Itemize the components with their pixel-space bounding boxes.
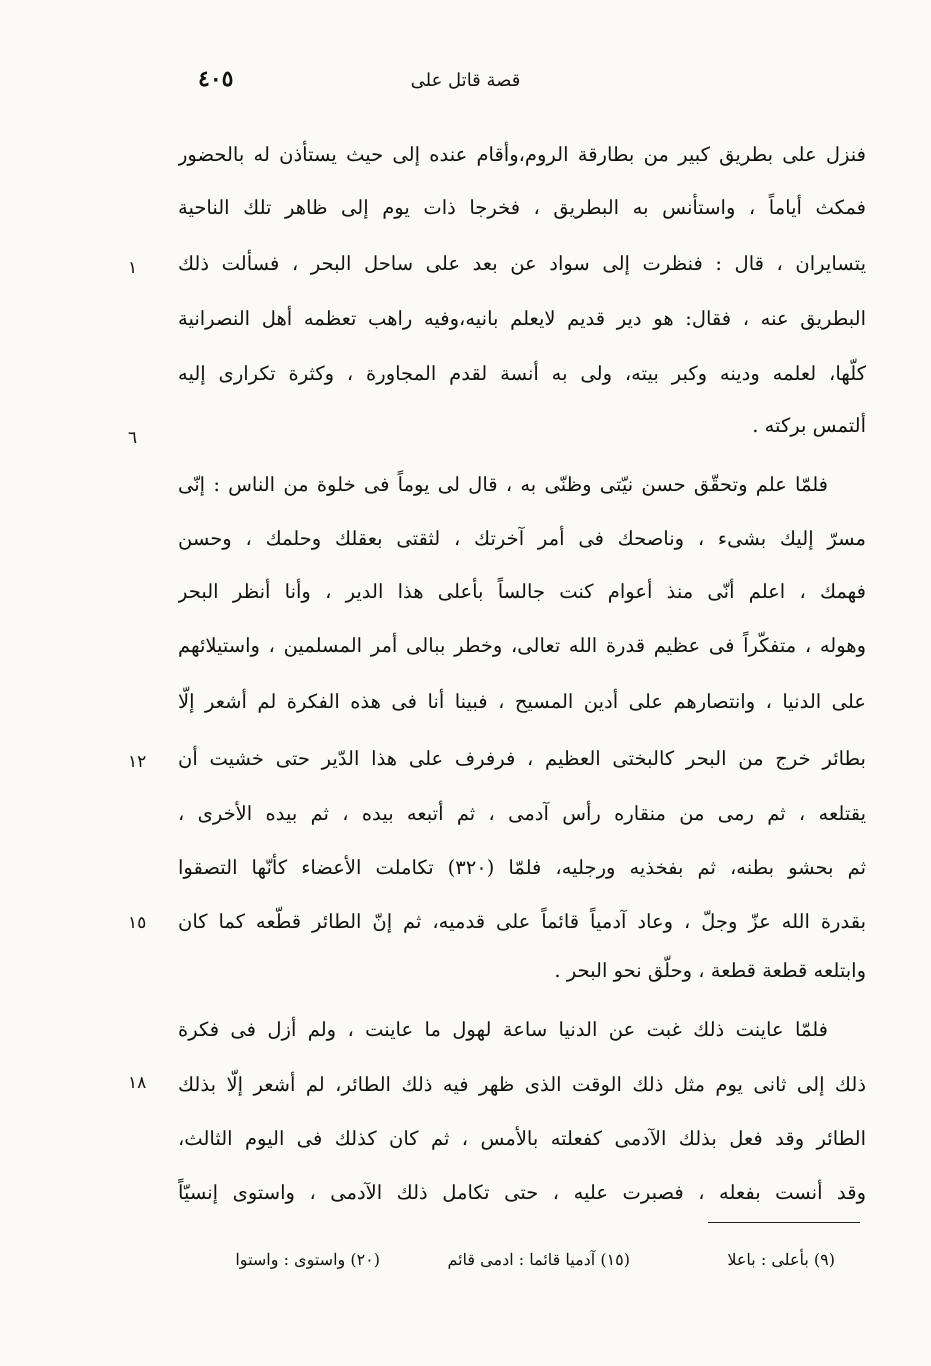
text-line: فلمّا علم وتحقّق حسن نيّتى وظنّى به ، قال لى يوماً فى خلوة من الناس : إنّى — [178, 473, 828, 496]
text-line: بقدرة الله عزّ وجلّ ، وعاد آدمياً قائماً على قدميه، ثم إنّ الطائر قطّعه كما كان — [178, 910, 866, 933]
text-line: ألتمس بركته . — [752, 414, 866, 437]
page-number: ٤٠٥ — [198, 66, 234, 92]
text-line: البطريق عنه ، فقال: هو دير قديم لايعلم بانيه،وفيه راهب تعظمه أهل النصرانية — [178, 307, 866, 330]
footnote-divider — [708, 1222, 860, 1223]
text-line: ثم بحشو بطنه، ثم بفخذيه ورجليه، فلمّا (٣٢٠) تكاملت الأعضاء كأنّها التصقوا — [178, 856, 866, 879]
text-line: مسرّ إليك بشىء ، وناصحك فى أمر آخرتك ، لثقتى بعقلك وحلمك ، وحسن — [178, 527, 866, 550]
running-header-title: قصة قاتل على — [410, 70, 521, 91]
text-line: بطائر خرج من البحر كالبختى العظيم ، فرفرف على هذا الدّير حتى خشيت أن — [178, 747, 866, 770]
text-line: كلّها، لعلمه ودينه وكبر بيته، ولى به أنسة لقدم المجاورة ، وكثرة تكرارى إليه — [178, 362, 866, 385]
text-line: فمكث أياماً ، واستأنس به البطريق ، فخرجا ذات يوم إلى ظاهر تلك الناحية — [178, 196, 866, 219]
line-number: ١٥ — [128, 913, 147, 933]
text-line: على الدنيا ، وانتصارهم على أدين المسيح ، فبينا أنا فى هذه الفكرة لم أشعر إلّا — [178, 690, 866, 713]
text-line: فلمّا عاينت ذلك غبت عن الدنيا ساعة لهول ما عاينت ، ولم أزل فى فكرة — [178, 1018, 828, 1041]
line-number: ٦ — [128, 428, 138, 448]
footnote: (٢٠) واستوى : واستوا — [235, 1250, 380, 1269]
line-number: ١٨ — [128, 1073, 147, 1093]
footnotes — [185, 1240, 835, 1280]
text-line: وابتلعه قطعة قطعة ، وحلّق نحو البحر . — [554, 959, 866, 982]
line-number: ١٢ — [128, 752, 147, 772]
line-number: ١ — [128, 258, 138, 278]
text-line: فهمك ، اعلم أنّى منذ أعوام كنت جالساً بأعلى هذا الدير ، وأنا أنظر البحر — [178, 580, 866, 603]
footnote: (١٥) آدميا قائما : ادمى قائم — [447, 1250, 630, 1269]
text-line: ذلك إلى ثانى يوم مثل ذلك الوقت الذى ظهر فيه ذلك الطائر، لم أشعر إلّا بذلك — [178, 1073, 866, 1096]
text-line: فنزل على بطريق كبير من بطارقة الروم،وأقام عنده إلى حيث يستأذن له بالحضور — [178, 143, 866, 166]
text-line: وهوله ، متفكّراً فى عظيم قدرة الله تعالى، وخطر ببالى أمر المسلمين ، واستيلائهم — [178, 634, 866, 657]
text-line: يتسايران ، قال : فنظرت إلى سواد عن بعد على ساحل البحر ، فسألت ذلك — [178, 252, 866, 275]
text-line: وقد أنست بفعله ، فصبرت عليه ، حتى تكامل ذلك الآدمى ، واستوى إنسيّاً — [178, 1181, 866, 1204]
text-line: الطائر وقد فعل بذلك الآدمى كفعلته بالأمس ، ثم كان كذلك فى اليوم الثالث، — [178, 1127, 866, 1150]
text-line: يقتلعه ، ثم رمى من منقاره رأس آدمى ، ثم أتبعه بيده ، ثم بيده الأخرى ، — [178, 802, 866, 825]
footnote: (٩) بأعلى : باعلا — [727, 1250, 835, 1269]
